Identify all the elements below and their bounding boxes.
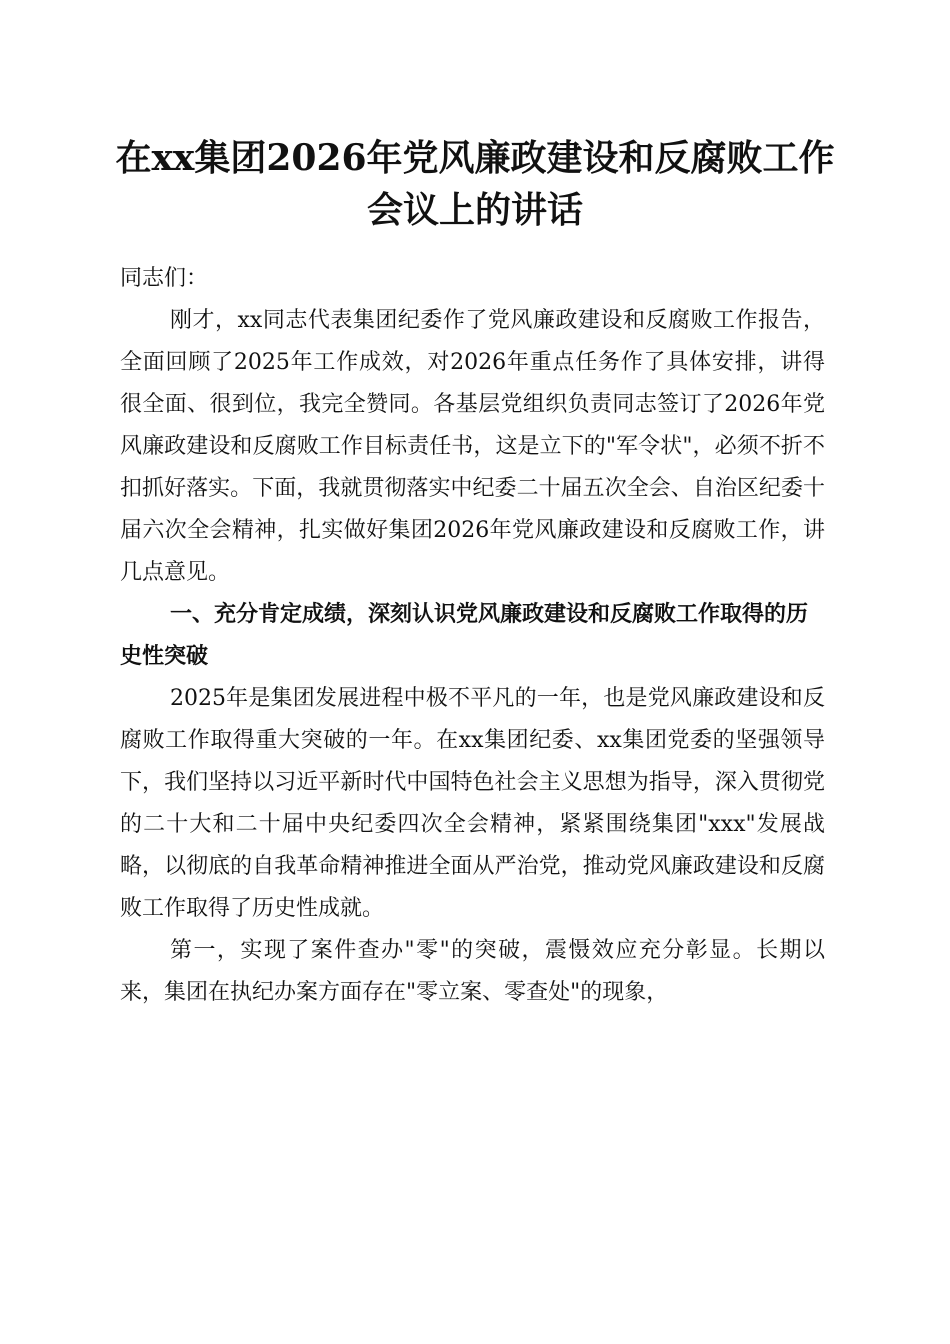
paragraph-first-point: 第一，实现了案件查办"零"的突破，震慑效应充分彰显。长期以来，集团在执纪办案方面存在"零立案、零查处"的现象， xyxy=(120,938,825,1005)
document-title xyxy=(100,132,850,236)
title-line-2: 会议上的讲话 xyxy=(366,189,583,231)
salutation: 同志们： xyxy=(120,266,209,291)
document-body xyxy=(120,258,825,1014)
section-heading-1: 一、充分肯定成绩，深刻认识党风廉政建设和反腐败工作取得的历史性突破 xyxy=(120,602,809,669)
paragraph-intro: 刚才，xx同志代表集团纪委作了党风廉政建设和反腐败工作报告，全面回顾了2025年工作成效，对2026年重点任务作了具体安排，讲得很全面、很到位，我完全赞同。各基层党组织负责同志签订了2026年党风廉政建设和反腐败工作目标责任书，这是立下的"军令状"，必须不折不扣抓好落实。下面，我就贯彻落实中纪委二十届五次全会、自治区纪委十届六次全会精神，扎实做好集团2026年党风廉政建设和反腐败工作，讲几点意见。 xyxy=(120,308,825,585)
title-line-1: 在xx集团2026年党风廉政建设和反腐败工作 xyxy=(115,137,835,179)
paragraph-achievements: 2025年是集团发展进程中极不平凡的一年，也是党风廉政建设和反腐败工作取得重大突破的一年。在xx集团纪委、xx集团党委的坚强领导下，我们坚持以习近平新时代中国特色社会主义思想为指导，深入贯彻党的二十大和二十届中央纪委四次全会精神，紧紧围绕集团"xxx"发展战略，以彻底的自我革命精神推进全面从严治党，推动党风廉政建设和反腐败工作取得了历史性成就。 xyxy=(120,686,825,921)
